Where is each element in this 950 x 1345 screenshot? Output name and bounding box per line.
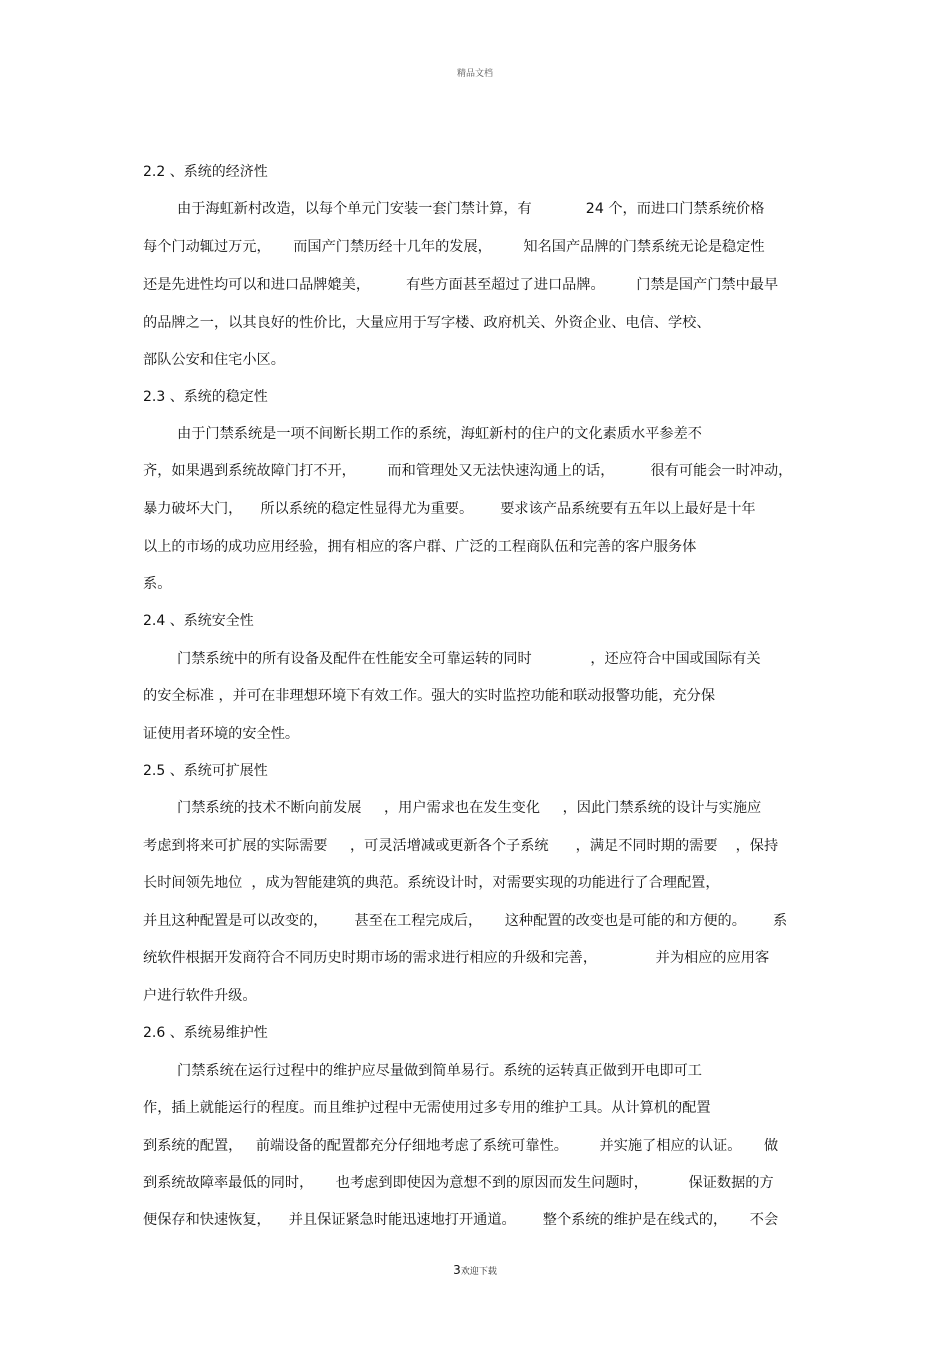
paragraph-line: 证使用者环境的安全性。	[143, 726, 300, 742]
section-heading: 2.3 、系统的稳定性	[143, 389, 268, 405]
paragraph-line: 以上的市场的成功应用经验，拥有相应的客户群、广泛的工程商队伍和完善的客户服务体	[143, 539, 697, 555]
paragraph-line: 部队公安和住宅小区。	[143, 352, 285, 368]
paragraph-line: 还是先进性均可以和进口品牌媲美， 有些方面甚至超过了进口品牌。 门禁是国产门禁中最早	[143, 277, 779, 293]
paragraph-line: 长时间领先地位 ，成为智能建筑的典范。系统设计时，对需要实现的功能进行了合理配置，	[143, 875, 720, 891]
paragraph-line: 由于海虹新村改造，以每个单元门安装一套门禁计算，有 24 个，而进口门禁系统价格	[177, 201, 765, 217]
paragraph-line: 暴力破坏大门， 所以系统的稳定性显得尤为重要。 要求该产品系统要有五年以上最好是十年	[143, 501, 756, 517]
section-heading: 2.4 、系统安全性	[143, 613, 254, 629]
section-heading: 2.2 、系统的经济性	[143, 164, 268, 180]
paragraph-line: 系。	[143, 576, 172, 592]
paragraph-line: 齐，如果遇到系统故障门打不开， 而和管理处又无法快速沟通上的话， 很有可能会一时冲动，	[143, 463, 793, 479]
paragraph-line: 作，插上就能运行的程度。而且维护过程中无需使用过多专用的维护工具。从计算机的配置	[143, 1100, 711, 1116]
paragraph-line: 的品牌之一，以其良好的性价比，大量应用于写字楼、政府机关、外资企业、电信、学校、	[143, 315, 711, 331]
page-header: 精品文档	[456, 69, 493, 79]
section-heading: 2.6 、系统易维护性	[143, 1025, 268, 1041]
paragraph-line: 考虑到将来可扩展的实际需要 ，可灵活增减或更新各个子系统 ，满足不同时期的需要 ，保持	[143, 838, 779, 854]
page-footer	[0, 1263, 950, 1277]
paragraph-line: 到系统的配置， 前端设备的配置都充分仔细地考虑了系统可靠性。 并实施了相应的认证。 做	[143, 1138, 779, 1154]
paragraph-line: 统软件根据开发商符合不同历史时期市场的需求进行相应的升级和完善， 并为相应的应用客	[143, 950, 770, 966]
paragraph-line: 的安全标准 ，并可在非理想环境下有效工作。强大的实时监控功能和联动报警功能，充分保	[143, 688, 716, 704]
paragraph-line: 便保存和快速恢复， 并且保证紧急时能迅速地打开通道。 整个系统的维护是在线式的， 不会	[143, 1212, 779, 1228]
paragraph-line: 门禁系统的技术不断向前发展 ，用户需求也在发生变化 ，因此门禁系统的设计与实施应	[177, 800, 762, 816]
paragraph-line: 并且这种配置是可以改变的， 甚至在工程完成后， 这种配置的改变也是可能的和方便的。 系	[143, 913, 788, 929]
paragraph-line: 到系统故障率最低的同时， 也考虑到即使因为意想不到的原因而发生问题时， 保证数据的方	[143, 1175, 774, 1191]
paragraph-line: 门禁系统在运行过程中的维护应尽量做到简单易行。系统的运转真正做到开电即可工	[177, 1063, 702, 1079]
page-number: 3	[453, 1263, 461, 1277]
paragraph-line: 每个门动辄过万元， 而国产门禁历经十几年的发展， 知名国产品牌的门禁系统无论是稳定性	[143, 239, 765, 255]
paragraph-line: 门禁系统中的所有设备及配件在性能安全可靠运转的同时 ，还应符合中国或国际有关	[177, 651, 761, 667]
section-heading: 2.5 、系统可扩展性	[143, 763, 268, 779]
paragraph-line: 户进行软件升级。	[143, 988, 257, 1004]
footer-text: 欢迎下载	[460, 1267, 497, 1277]
paragraph-line: 由于门禁系统是一项不间断长期工作的系统，海虹新村的住户的文化素质水平参差不	[177, 426, 702, 442]
